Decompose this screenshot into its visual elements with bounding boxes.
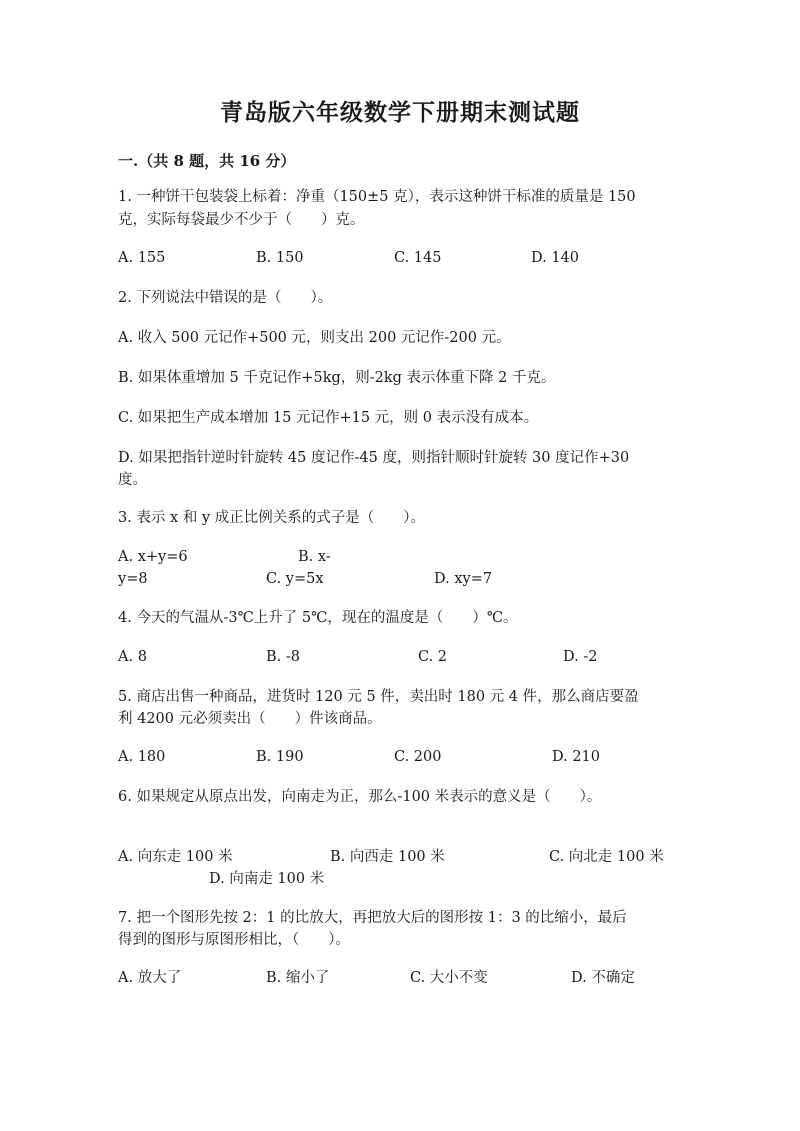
question-4-option-b: B. -8 [266, 649, 300, 665]
question-5-option-b: B. 190 [256, 749, 304, 765]
question-1-option-d: D. 140 [531, 250, 580, 266]
question-6-option-a: A. 向东走 100 米 [118, 849, 233, 865]
question-3-option-a: A. x+y=6 [118, 549, 188, 565]
question-5-option-a: A. 180 [118, 749, 166, 765]
question-5-line-2: 利 4200 元必须卖出（ ）件该商品。 [118, 711, 382, 727]
question-4-option-a: A. 8 [118, 649, 147, 665]
question-3-option-b-cont: y=8 [118, 571, 148, 587]
section-heading: 一.（共 8 题，共 16 分） [118, 152, 296, 170]
question-2-statement-c: C. 如果把生产成本增加 15 元记作+15 元，则 0 表示没有成本。 [118, 410, 539, 426]
question-6-line-1: 6. 如果规定从原点出发，向南走为正，那么-100 米表示的意义是（ ）。 [118, 789, 602, 805]
question-3-line-1: 3. 表示 x 和 y 成正比例关系的式子是（ ）。 [118, 510, 425, 526]
question-2-statement-d-cont: 度。 [118, 472, 147, 488]
question-6-option-d: D. 向南走 100 米 [209, 871, 325, 887]
question-1-line-1: 1. 一种饼干包装袋上标着：净重（150±5 克），表示这种饼干标准的质量是 150 [118, 189, 636, 205]
question-6-option-b: B. 向西走 100 米 [330, 849, 445, 865]
question-4-line-1: 4. 今天的气温从-3℃上升了 5℃，现在的温度是（ ）℃。 [118, 610, 518, 626]
question-7-option-b: B. 缩小了 [266, 970, 330, 986]
question-5-line-1: 5. 商店出售一种商品，进货时 120 元 5 件，卖出时 180 元 4 件，那么商店要盈 [118, 689, 639, 705]
question-2-line-1: 2. 下列说法中错误的是（ ）。 [118, 290, 333, 306]
question-2-statement-b: B. 如果体重增加 5 千克记作+5kg，则-2kg 表示体重下降 2 千克。 [118, 370, 556, 386]
question-7-option-d: D. 不确定 [571, 970, 635, 986]
question-1-option-b: B. 150 [256, 250, 304, 266]
question-4-option-d: D. -2 [563, 649, 598, 665]
question-4-option-c: C. 2 [418, 649, 448, 665]
question-7-line-2: 得到的图形与原图形相比，（ ）。 [118, 932, 350, 948]
question-2-statement-a: A. 收入 500 元记作+500 元，则支出 200 元记作-200 元。 [118, 330, 511, 346]
question-7-option-c: C. 大小不变 [410, 970, 488, 986]
question-6-option-c: C. 向北走 100 米 [549, 849, 664, 865]
question-5-option-c: C. 200 [394, 749, 442, 765]
question-1-option-c: C. 145 [394, 250, 442, 266]
question-7-option-a: A. 放大了 [118, 970, 182, 986]
question-1-option-a: A. 155 [118, 250, 166, 266]
question-7-line-1: 7. 把一个图形先按 2：1 的比放大，再把放大后的图形按 1：3 的比缩小，最后 [118, 910, 627, 926]
question-3-option-d: D. xy=7 [434, 571, 493, 587]
question-2-statement-d: D. 如果把指针逆时针旋转 45 度记作-45 度，则指针顺时针旋转 30 度记作+30 [118, 450, 630, 466]
question-1-line-2: 克，实际每袋最少不少于（ ）克。 [118, 212, 365, 228]
question-3-option-c: C. y=5x [266, 571, 324, 587]
question-5-option-d: D. 210 [552, 749, 601, 765]
question-3-option-b: B. x- [298, 549, 331, 565]
page-title: 青岛版六年级数学下册期末测试题 [220, 99, 580, 126]
